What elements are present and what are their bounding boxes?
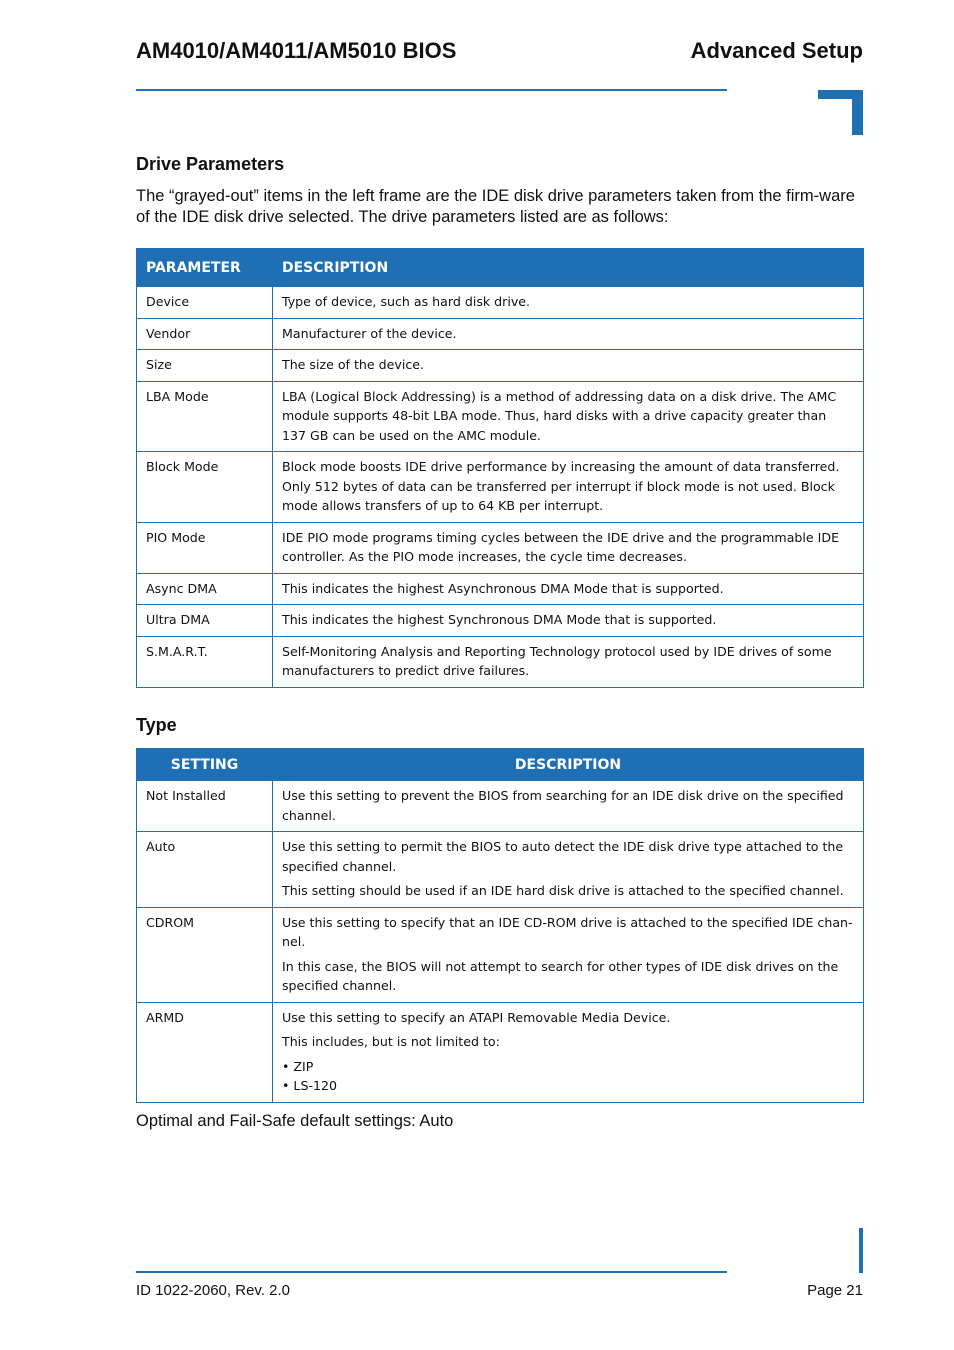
table-row <box>137 452 864 523</box>
parameter-name: Device <box>137 287 273 319</box>
parameter-name: Vendor <box>137 318 273 350</box>
parameter-name: LBA Mode <box>137 381 273 452</box>
table-row <box>137 573 864 605</box>
parameter-name: Async DMA <box>137 573 273 605</box>
parameter-description: This indicates the highest Synchronous DMA Mode that is supported. <box>273 605 864 637</box>
parameter-description: The size of the device. <box>273 350 864 382</box>
parameter-description: Self-Monitoring Analysis and Reporting Technology protocol used by IDE drives of some manufacturers to predict drive failures. <box>273 636 864 687</box>
footer-corner-mark <box>859 1228 863 1273</box>
parameter-name: Block Mode <box>137 452 273 523</box>
column-header-parameter: PARAMETER <box>137 249 273 287</box>
type-settings-table <box>136 748 864 1103</box>
table-header-row <box>137 749 864 781</box>
drive-parameters-table <box>136 248 864 688</box>
drive-parameters-heading: Drive Parameters <box>136 154 285 174</box>
description-paragraph: Use this setting to prevent the BIOS from searching for an IDE disk drive on the specified channel. <box>282 788 844 823</box>
table-row <box>137 636 864 687</box>
table-row <box>137 318 864 350</box>
bullet-item: • ZIP <box>282 1058 314 1074</box>
table-row <box>137 781 864 832</box>
parameter-description: Block mode boosts IDE drive performance by increasing the amount of data transferred. Only 512 bytes of data can be transferred per interrupt if block mode is not used. Block mode allows transfers of up to 64 KB per interrupt. <box>273 452 864 523</box>
section-title: Advanced Setup <box>690 38 863 63</box>
column-header-description: DESCRIPTION <box>273 749 864 781</box>
default-settings-note: Optimal and Fail-Safe default settings: Auto <box>136 1112 454 1130</box>
parameter-description: This indicates the highest Asynchronous DMA Mode that is supported. <box>273 573 864 605</box>
table-row <box>137 287 864 319</box>
document-title: AM4010/AM4011/AM5010 BIOS <box>136 38 457 63</box>
description-paragraph: This setting should be used if an IDE hard disk drive is attached to the specified channel. <box>282 883 844 898</box>
setting-name: ARMD <box>137 1002 273 1102</box>
parameter-name: Size <box>137 350 273 382</box>
setting-description <box>273 907 864 1002</box>
table-header-row <box>137 249 864 287</box>
bullet-list <box>282 1057 854 1096</box>
setting-description <box>273 1002 864 1102</box>
table-row <box>137 907 864 1002</box>
header-rule <box>136 89 727 91</box>
setting-name: Auto <box>137 832 273 908</box>
description-paragraph: In this case, the BIOS will not attempt to search for other types of IDE disk drives on the specified channel. <box>282 958 839 993</box>
column-header-description: DESCRIPTION <box>273 249 864 287</box>
table-row <box>137 605 864 637</box>
table-row <box>137 832 864 908</box>
parameter-name: S.M.A.R.T. <box>137 636 273 687</box>
document-id: ID 1022-2060, Rev. 2.0 <box>136 1282 290 1299</box>
description-paragraph: This includes, but is not limited to: <box>282 1034 500 1049</box>
header-corner-mark-vertical <box>852 90 863 135</box>
table-row <box>137 1002 864 1102</box>
setting-description <box>273 832 864 908</box>
parameter-description: Type of device, such as hard disk drive. <box>273 287 864 319</box>
setting-name: CDROM <box>137 907 273 1002</box>
setting-description <box>273 781 864 832</box>
description-paragraph: Use this setting to specify that an IDE CD-ROM drive is attached to the specified IDE chan-nel. <box>282 914 853 949</box>
table-row <box>137 522 864 573</box>
parameter-description: Manufacturer of the device. <box>273 318 864 350</box>
bullet-item: • LS-120 <box>282 1078 338 1093</box>
setting-name: Not Installed <box>137 781 273 832</box>
parameter-description: IDE PIO mode programs timing cycles between the IDE drive and the programmable IDE controller. As the PIO mode increases, the cycle time decreases. <box>273 522 864 573</box>
description-paragraph: Use this setting to permit the BIOS to auto detect the IDE disk drive type attached to the specified channel. <box>282 839 844 874</box>
table-row <box>137 381 864 452</box>
parameter-description: LBA (Logical Block Addressing) is a method of addressing data on a disk drive. The AMC module supports 48-bit LBA mode. Thus, hard disks with a drive capacity greater than 137 GB can be used on the AMC module. <box>273 381 864 452</box>
footer-rule <box>136 1271 727 1273</box>
parameter-name: PIO Mode <box>137 522 273 573</box>
column-header-setting: SETTING <box>137 749 273 781</box>
page-number: Page 21 <box>807 1282 863 1299</box>
type-heading: Type <box>136 715 177 735</box>
drive-parameters-intro: The “grayed-out” items in the left frame are the IDE disk drive parameters taken from the firm-ware of the IDE disk drive selected. The drive parameters listed are as follows: <box>136 187 855 226</box>
description-paragraph: Use this setting to specify an ATAPI Removable Media Device. <box>282 1009 671 1025</box>
table-row <box>137 350 864 382</box>
parameter-name: Ultra DMA <box>137 605 273 637</box>
